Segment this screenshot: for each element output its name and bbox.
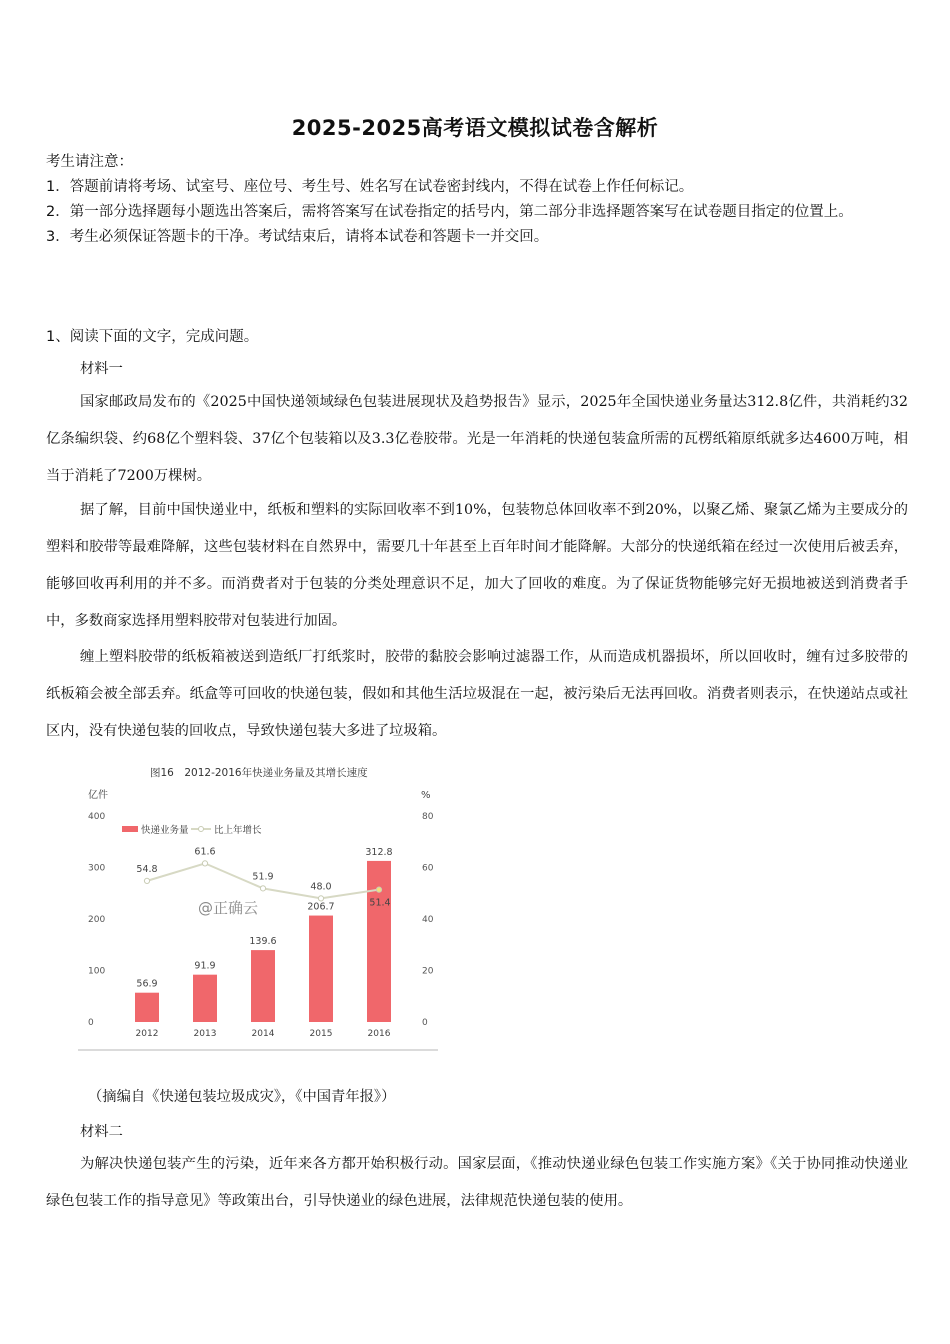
right-axis-tick: 40 (422, 915, 434, 925)
question-prompt: 1、阅读下面的文字，完成问题。 (46, 329, 259, 345)
right-axis-tick: 80 (422, 812, 434, 822)
left-axis-tick: 0 (88, 1018, 94, 1028)
notice-item: 1．答题前请将考场、试室号、座位号、考生号、姓名写在试卷密封线内，不得在试卷上作任何标记。 (46, 179, 694, 195)
left-axis-tick: 400 (88, 812, 106, 822)
left-axis-tick: 100 (88, 966, 106, 977)
legend-bar-label: 快递业务量 (141, 825, 189, 836)
chart-title: 图16 2012-2016年快递业务量及其增长速度 (150, 767, 368, 779)
right-axis-unit: % (421, 790, 431, 801)
chart-bar (309, 916, 333, 1022)
growth-point (144, 878, 149, 883)
growth-value-label: 51.9 (252, 871, 274, 883)
x-axis-tick: 2012 (135, 1029, 159, 1039)
notice-section (46, 150, 906, 250)
material2-label: 材料二 (80, 1124, 123, 1140)
bar-value-label: 139.6 (249, 936, 277, 948)
legend-line-marker (199, 827, 204, 832)
growth-value-label: 54.8 (136, 863, 158, 875)
notice-item: 2．第一部分选择题每小题选出答案后，需将答案写在试卷指定的括号内，第二部分非选择题答案写在试卷题目指定的位置上。 (46, 204, 853, 220)
material1-label: 材料一 (80, 361, 123, 377)
legend-bar-swatch (122, 826, 138, 832)
chart-bar (367, 861, 391, 1022)
left-axis-unit: 亿件 (88, 790, 108, 801)
legend-line-label: 比上年增长 (214, 825, 262, 836)
x-axis-tick: 2016 (367, 1029, 391, 1039)
growth-point (318, 896, 323, 901)
growth-point (202, 861, 207, 866)
bar-value-label: 206.7 (307, 901, 335, 913)
right-axis-tick: 60 (422, 863, 434, 874)
material2-paragraph: 为解决快递包装产生的污染，近年来各方都开始积极行动。国家层面，《推动快递业绿色包装工作实施方案》《关于协同推动快递业绿色包装工作的指导意见》等政策出台，引导快递业的绿色进展，法律规范快递包装的使用。 (46, 1156, 908, 1209)
chart-bar (135, 993, 159, 1022)
chart-bar (193, 975, 217, 1022)
notice-item: 3．考生必须保证答题卡的干净。考试结束后，请将本试卷和答题卡一并交回。 (46, 229, 549, 245)
growth-value-label: 48.0 (310, 881, 332, 893)
growth-value-label: 61.6 (194, 846, 216, 858)
source-citation: （摘编自《快递包装垃圾成灾》，《中国青年报》） (88, 1089, 396, 1105)
notice-heading: 考生请注意： (46, 154, 133, 170)
right-axis-tick: 0 (422, 1018, 428, 1028)
page-title: 2025-2025高考语文模拟试卷含解析 (291, 116, 659, 140)
material1-paragraph: 据了解，目前中国快递业中，纸板和塑料的实际回收率不到10%，包装物总体回收率不到20%，以聚乙烯、聚氯乙烯为主要成分的塑料和胶带等最难降解，这些包装材料在自然界中，需要几十年甚至上百年时间才能降解。大部分的快递纸箱在经过一次使用后被丢弃，能够回收再利用的并不多。而消费者对于包装的分类处理意识不足，加大了回收的难度。为了保证货物能够完好无损地被送到消费者手中，多数商家选择用塑料胶带对包装进行加固。 (46, 502, 908, 629)
growth-point (376, 887, 381, 892)
left-axis-tick: 300 (88, 863, 106, 874)
x-axis-tick: 2014 (251, 1029, 275, 1039)
right-axis-tick: 20 (422, 966, 434, 977)
bar-value-label: 56.9 (136, 978, 158, 990)
material1-paragraph: 缠上塑料胶带的纸板箱被送到造纸厂打纸浆时，胶带的黏胶会影响过滤器工作，从而造成机器损坏，所以回收时，缠有过多胶带的纸板箱会被全部丢弃。纸盒等可回收的快递包装，假如和其他生活垃圾混在一起，被污染后无法再回收。消费者则表示，在快递站点或社区内，没有快递包装的回收点，导致快递包装大多进了垃圾箱。 (46, 649, 908, 739)
chart-bar (251, 950, 275, 1022)
x-axis-tick: 2015 (309, 1029, 333, 1039)
bar-value-label: 91.9 (194, 960, 216, 972)
chart-watermark: @正确云 (198, 899, 259, 917)
express-volume-chart (78, 758, 438, 1054)
growth-value-label: 51.4 (369, 897, 391, 909)
x-axis-tick: 2013 (193, 1029, 217, 1039)
material1-paragraph: 国家邮政局发布的《2025中国快递领域绿色包装进展现状及趋势报告》显示，2025年全国快递业务量达312.8亿件，共消耗约32亿条编织袋、约68亿个塑料袋、37亿个包装箱以及3.3亿卷胶带。光是一年消耗的快递包装盒所需的瓦楞纸箱原纸就多达4600万吨，相当于消耗了7200万棵树。 (46, 394, 908, 484)
bar-value-label: 312.8 (365, 846, 393, 858)
growth-point (260, 886, 265, 891)
left-axis-tick: 200 (88, 915, 106, 925)
